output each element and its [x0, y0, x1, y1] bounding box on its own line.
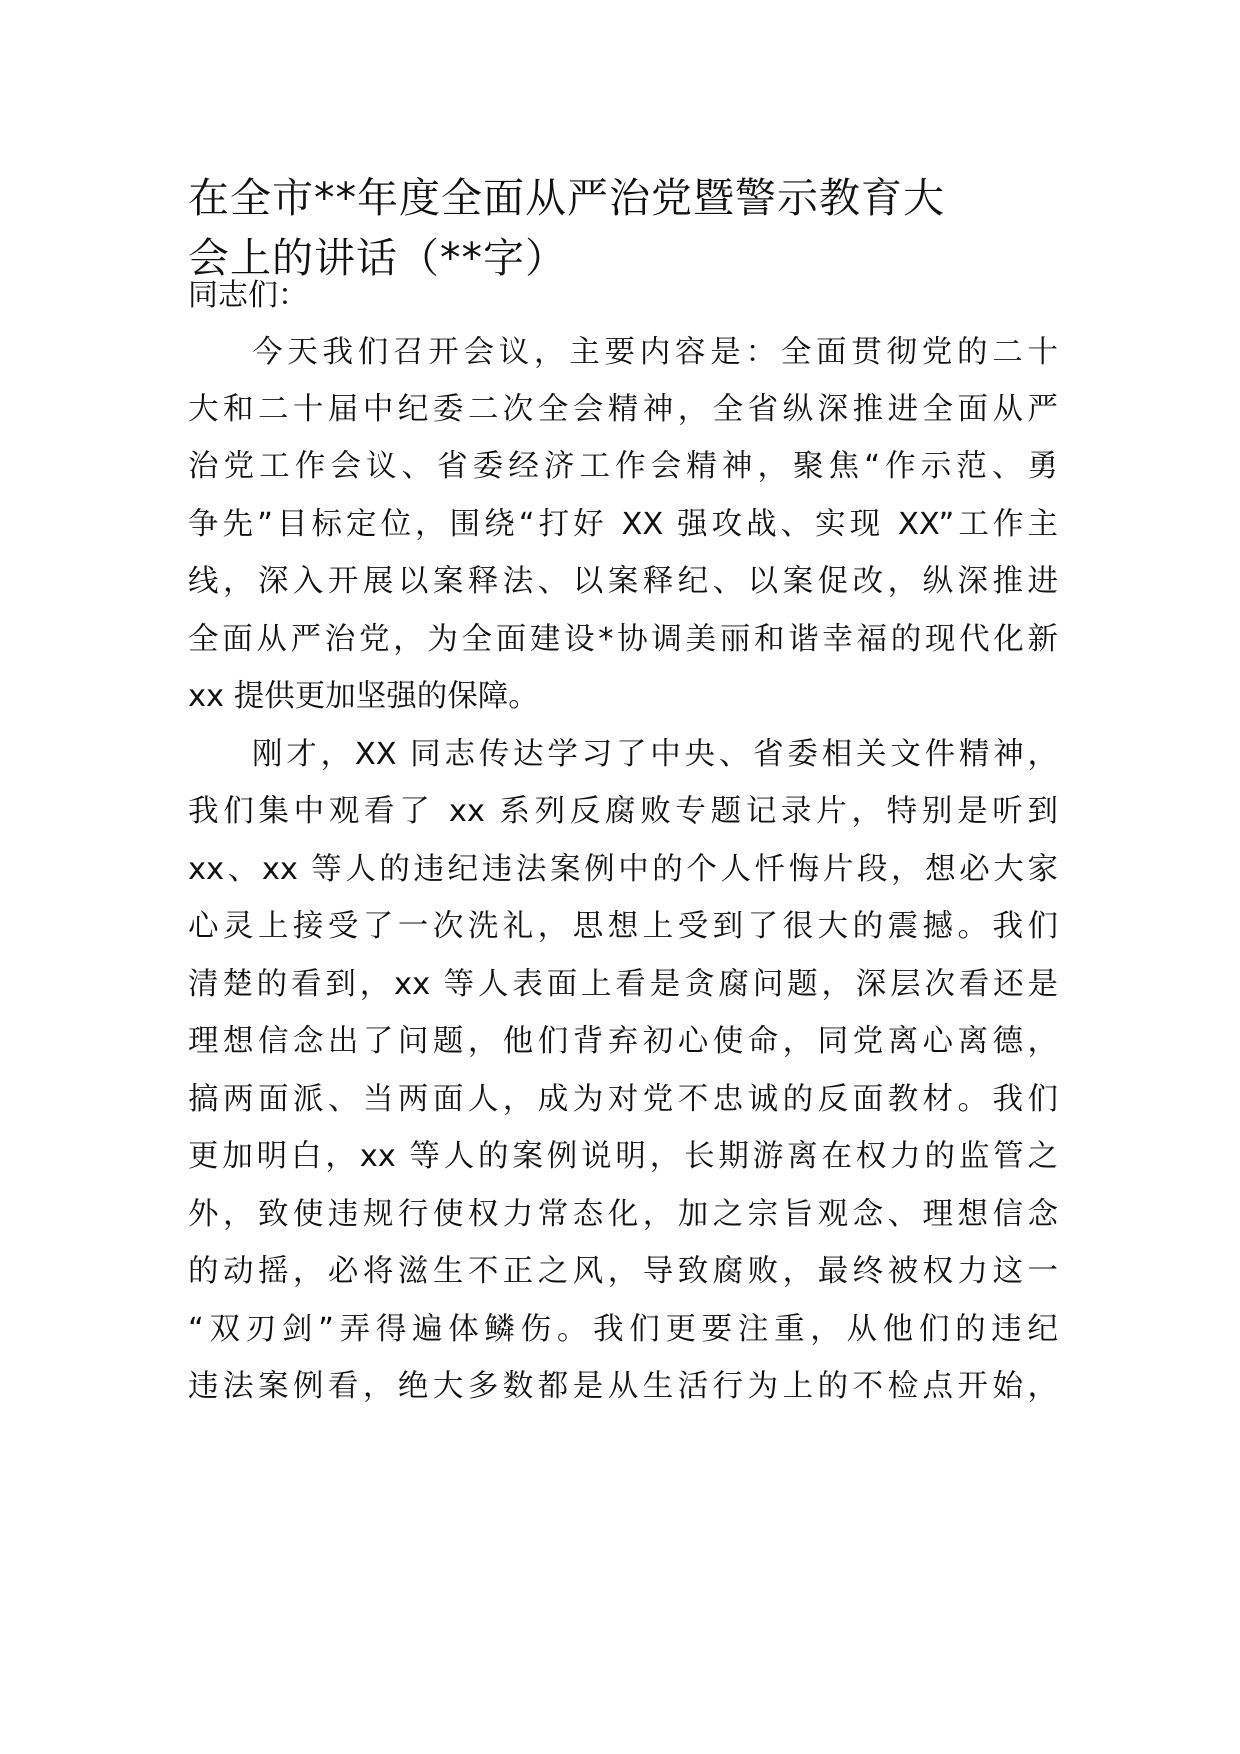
paragraph-line: 刚才，XX 同志传达学习了中央、省委相关文件精神， [252, 737, 1058, 772]
paragraph-line: 全面从严治党，为全面建设*协调美丽和谐幸福的现代化新 [188, 622, 1058, 657]
paragraph-line: 搞两面派、当两面人，成为对党不忠诚的反面教材。我们 [188, 1082, 1058, 1117]
paragraph-line: 清楚的看到，xx 等人表面上看是贪腐问题，深层次看还是 [188, 967, 1058, 1002]
paragraph-line: 争先”目标定位，围绕“打好 XX 强攻战、实现 XX”工作主 [188, 507, 1058, 542]
document-title [188, 168, 1058, 288]
paragraph-line: xx、xx 等人的违纪违法案例中的个人忏悔片段，想必大家 [188, 852, 1058, 887]
paragraph-line: “双刃剑”弄得遍体鳞伤。我们更要注重，从他们的违纪 [188, 1312, 1058, 1347]
title-line-2: 会上的讲话（**字） [188, 234, 567, 282]
title-line-1: 在全市**年度全面从严治党暨警示教育大 [188, 174, 945, 222]
paragraph-line: 违法案例看，绝大多数都是从生活行为上的不检点开始， [188, 1369, 1058, 1404]
paragraph-line: 大和二十届中纪委二次全会精神，全省纵深推进全面从严 [188, 392, 1058, 427]
paragraph-line: 今天我们召开会议，主要内容是：全面贯彻党的二十 [252, 335, 1058, 370]
paragraph-line: 更加明白，xx 等人的案例说明，长期游离在权力的监管之 [188, 1139, 1058, 1174]
salutation: 同志们： [188, 278, 308, 313]
paragraph-line: 心灵上接受了一次洗礼，思想上受到了很大的震撼。我们 [188, 909, 1058, 944]
paragraph-line: 外，致使违规行使权力常态化，加之宗旨观念、理想信念 [188, 1197, 1058, 1232]
paragraph-line: 治党工作会议、省委经济工作会精神，聚焦“作示范、勇 [188, 449, 1058, 484]
paragraph-line: 理想信念出了问题，他们背弃初心使命，同党离心离德， [188, 1024, 1058, 1059]
paragraph-line: 我们集中观看了 xx 系列反腐败专题记录片，特别是听到 [188, 794, 1058, 829]
paragraph-line: 线，深入开展以案释法、以案释纪、以案促改，纵深推进 [188, 564, 1058, 599]
paragraph-line: xx 提供更加坚强的保障。 [188, 679, 539, 714]
paragraph-line: 的动摇，必将滋生不正之风，导致腐败，最终被权力这一 [188, 1254, 1058, 1289]
